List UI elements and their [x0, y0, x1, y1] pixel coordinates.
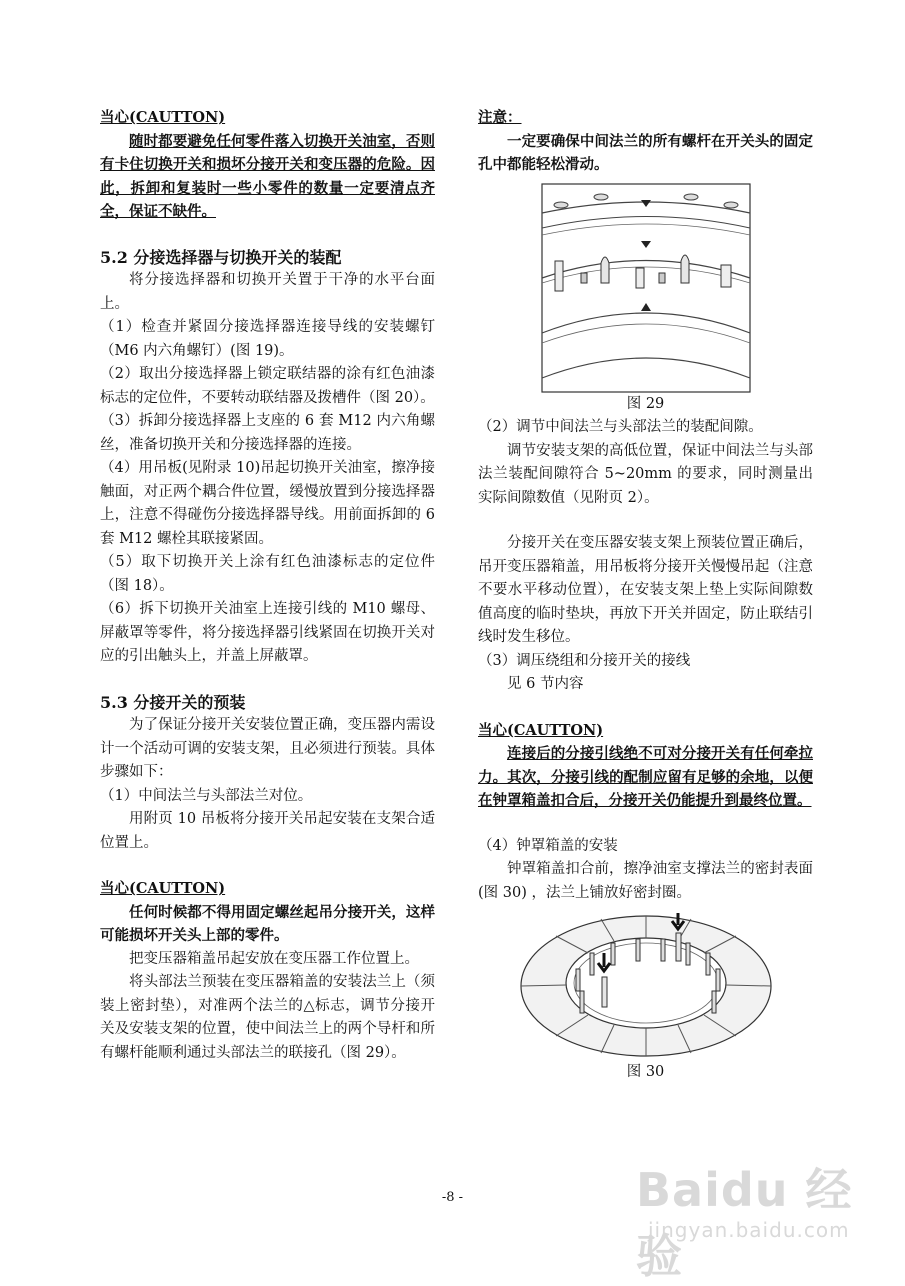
list-item: （1）中间法兰与头部法兰对位。: [100, 787, 313, 804]
figure-30-caption: 图 30: [626, 1064, 665, 1080]
caution3-title: 当心(CAUTTON): [478, 721, 604, 739]
list-item: （2）取出分接选择器上锁定联结器的涂有红色油漆标志的定位件，不要转动联结器及拨槽件（图 20）。: [100, 366, 435, 406]
list-item: （4）用吊板(见附录 10)吊起切换开关油室，擦净接触面，对正两个耦合件位置，缓慢放置到分接选择器上，注意不得碰伤分接选择器导线。用前面拆卸的 6 套 M12 螺栓其联接紧固。: [100, 460, 435, 547]
note-text: 一定要确保中间法兰的所有螺杆在开关头的固定孔中都能轻松滑动。: [478, 132, 813, 173]
section-5-3-title: 5.3 分接开关的预装: [100, 692, 246, 712]
paragraph: 把变压器箱盖吊起安放在变压器工作位置上。: [129, 950, 419, 967]
section-5-2-intro: 将分接选择器和切换开关置于干净的水平台面上。: [100, 272, 435, 312]
list-item: （2）调节中间法兰与头部法兰的装配间隙。: [478, 419, 763, 435]
list-item: （1）检查并紧固分接选择器连接导线的安装螺钉（M6 内六角螺钉）(图 19)。: [100, 319, 435, 359]
paragraph: 分接开关在变压器安装支架上预装位置正确后，吊开变压器箱盖，用吊板将分接开关慢慢吊起（注意不要水平移动位置），在安装支架上垫上实际间隙数值高度的临时垫块，再放下开关并固定，防止联结引线时发生移位。: [478, 535, 813, 645]
list-item: （5）取下切换开关上涂有红色油漆标志的定位件（图 18）。: [100, 554, 435, 594]
caution3-text: 连接后的分接引线绝不可对分接开关有任何牵拉力。其次，分接引线的配制应留有足够的余地，以便在钟罩箱盖扣合后，分接开关仍能提升到最终位置。: [478, 745, 813, 809]
list-item-text: 用附页 10 吊板将分接开关吊起安装在支架合适位置上。: [100, 811, 435, 851]
left-column: [100, 106, 435, 1065]
paragraph: 调节安装支架的高低位置，保证中间法兰与头部法兰装配间隙符合 5~20mm 的要求，同时测量出实际间隙数值（见附页 2）。: [478, 442, 813, 506]
figure-29-caption: 图 29: [626, 395, 665, 412]
list-item: （4）钟罩箱盖的安装: [478, 837, 618, 854]
section-5-3-intro: 为了保证分接开关安装位置正确，变压器内需设计一个活动可调的安装支架，且必须进行预装。具体步骤如下：: [100, 717, 435, 780]
right-column: [478, 106, 813, 1085]
figure-30-ring-image: [516, 911, 776, 1061]
caution1-title: 当心(CAUTTON): [100, 109, 226, 126]
section-5-2-title: 5.2 分接选择器与切换开关的装配: [100, 247, 342, 267]
list-item: （3）拆卸分接选择器上支座的 6 套 M12 内六角螺丝，准备切换开关和分接选择器的连接。: [100, 413, 435, 453]
page-number: -8 -: [441, 1190, 464, 1205]
figure-29-flange-image: [541, 183, 751, 393]
watermark-logo: Baidu 经验: [636, 1163, 853, 1283]
list-item: （3）调压绕组和分接开关的接线: [478, 652, 691, 669]
caution2-text: 任何时候都不得用固定螺丝起吊分接开关，这样可能损坏开关头上部的零件。: [100, 903, 435, 944]
caution2-title: 当心(CAUTTON): [100, 880, 226, 897]
watermark-url: jingyan.baidu.com: [648, 1218, 850, 1242]
paragraph: 钟罩箱盖扣合前，擦净油室支撑法兰的密封表面(图 30) ，法兰上铺放好密封圈。: [478, 861, 813, 901]
paragraph: 将头部法兰预装在变压器箱盖的安装法兰上（须装上密封垫），对准两个法兰的△标志，调节分接开关及安装支架的位置，使中间法兰上的两个导杆和所有螺杆能顺利通过头部法兰的联接孔（图 29）。: [100, 974, 435, 1061]
note-title: 注意：: [478, 109, 522, 126]
list-item: （6）拆下切换开关油室上连接引线的 M10 螺母、屏蔽罩等零件，将分接选择器引线紧固在切换开关对应的引出触头上，并盖上屏蔽罩。: [100, 601, 435, 664]
baidu-watermark: [636, 1146, 896, 1283]
caution1-text: 随时都要避免任何零件落入切换开关油室，否则有卡住切换开关和损坏分接开关和变压器的危险。因此，拆卸和复装时一些小零件的数量一定要清点齐全，保证不缺件。: [100, 132, 435, 220]
list-item-text: 见 6 节内容: [507, 676, 584, 692]
